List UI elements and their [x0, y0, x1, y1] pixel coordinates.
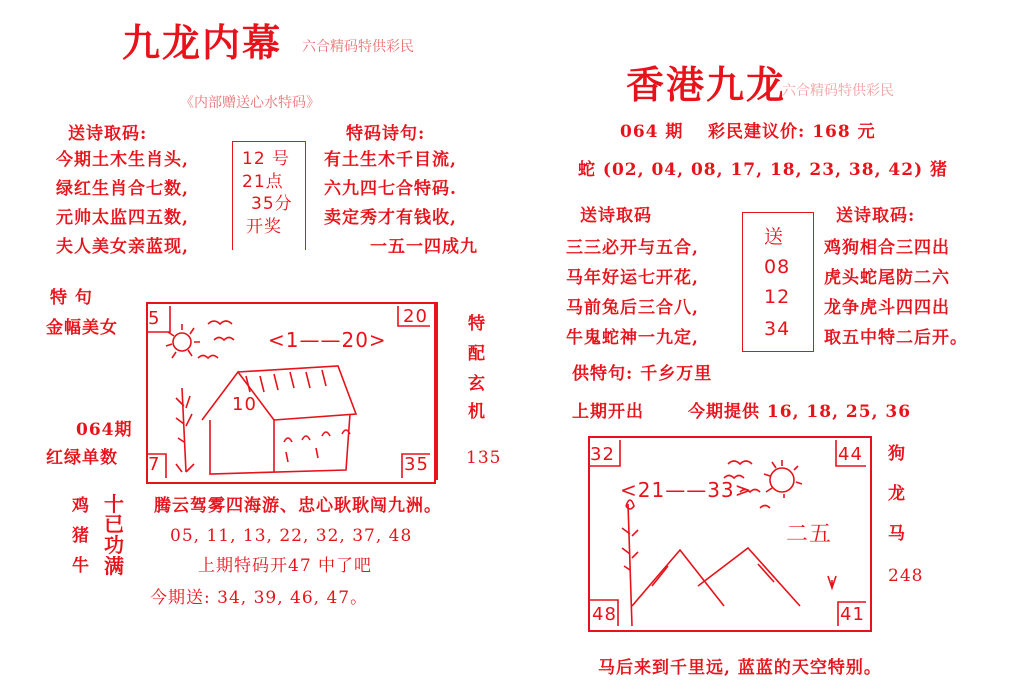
left-side-vertical: 特 — [468, 314, 486, 334]
time-box-line: 35分 — [251, 194, 293, 214]
te-ju-value: 金幅美女 — [46, 318, 118, 338]
right-poem-line: 牛鬼蛇神一九定, — [566, 328, 699, 348]
right-poem-line: 马年好运七开花, — [566, 268, 699, 288]
idiom-char: 功 — [104, 533, 125, 557]
left-corner-bl: 7 — [148, 454, 161, 475]
right-image-number: 二五 — [786, 522, 833, 547]
te-ju-label: 特 句 — [50, 288, 93, 308]
left-title: 九龙内幕 — [122, 20, 283, 65]
left-corner-br: 35 — [404, 454, 429, 475]
right-side-vertical: 马 — [888, 524, 906, 544]
right-issue: 064 期 — [620, 122, 684, 142]
animal-label: 牛 — [72, 556, 90, 576]
time-box-line: 21点 — [242, 172, 284, 192]
left-corner-tl: 5 — [148, 308, 161, 329]
left-poem-line: 夫人美女亲蓝现, — [56, 237, 189, 257]
left-subtitle: 六合精码特供彩民 — [302, 39, 414, 55]
left-corner-tr: 20 — [403, 306, 428, 327]
right-poem-line: 龙争虎斗四四出 — [824, 298, 950, 318]
right-bottom-verse: 马后来到千里远, 蓝蓝的天空特别。 — [598, 658, 882, 678]
left-tagline: 《内部赠送心水特码》 — [180, 95, 320, 111]
send-box-line: 34 — [764, 318, 791, 340]
left-verse: 腾云驾雾四海游、忠心耿耿闯九洲。 — [154, 496, 442, 516]
left-special-line: 六九四七合特码. — [324, 179, 457, 199]
send-box-line: 送 — [764, 226, 785, 248]
right-side-number: 248 — [888, 566, 924, 586]
left-side-vertical: 机 — [468, 402, 486, 422]
left-side-vertical: 玄 — [468, 374, 486, 394]
right-corner-bl: 48 — [592, 604, 617, 625]
left-special-header: 特码诗句: — [346, 124, 426, 144]
left-image-range: <1——20> — [268, 328, 387, 352]
idiom-char: 十 — [104, 492, 125, 516]
right-poem-line: 取五中特二后开。 — [824, 328, 968, 348]
left-frame-right-line — [436, 302, 438, 480]
left-special-line: 有土生木千目流, — [324, 150, 457, 170]
left-numbers: 05, 11, 13, 22, 32, 37, 48 — [170, 526, 413, 546]
right-price: 彩民建议价: 168 元 — [708, 122, 876, 142]
right-corner-tr: 44 — [838, 444, 863, 465]
right-poem-line: 三三必开与五合, — [566, 238, 699, 258]
animal-label: 猪 — [72, 526, 90, 546]
left-side-number: 135 — [466, 448, 502, 468]
right-poem-line: 马前兔后三合八, — [566, 298, 699, 318]
left-last-issue: 上期特码开47 中了吧 — [198, 556, 373, 576]
left-poem-line: 绿红生肖合七数, — [56, 179, 189, 199]
right-poem-header-right: 送诗取码: — [836, 206, 916, 226]
left-side-vertical: 配 — [468, 344, 486, 364]
right-corner-br: 41 — [840, 604, 865, 625]
right-poem-header-left: 送诗取码 — [580, 206, 652, 226]
right-sequence: 蛇 (02, 04, 08, 17, 18, 23, 38, 42) 猪 — [578, 160, 949, 180]
right-last-label: 上期开出 — [572, 402, 644, 422]
left-poem-header: 送诗取码: — [68, 124, 148, 144]
right-special-phrase: 供特句: 千乡万里 — [572, 364, 713, 384]
left-issue: 064期 — [76, 420, 133, 440]
right-poem-line: 鸡狗相合三四出 — [824, 238, 950, 258]
right-subtitle: 六合精码特供彩民 — [782, 83, 894, 99]
right-side-vertical: 龙 — [888, 484, 906, 504]
time-box-line: 开奖 — [246, 217, 282, 237]
left-special-line: 一五一四成九 — [370, 237, 478, 257]
idiom-char: 满 — [104, 554, 125, 578]
right-title: 香港九龙 — [626, 62, 787, 107]
send-box-line: 08 — [764, 256, 791, 278]
left-issue-label: 红绿单数 — [46, 448, 118, 468]
right-poem-line: 虎头蛇尾防二六 — [824, 268, 950, 288]
right-landscape-drawing — [588, 436, 868, 628]
left-image-number: 10 — [232, 394, 257, 415]
time-box-line: 12 号 — [242, 149, 291, 169]
left-poem-line: 元帅太监四五数, — [56, 208, 189, 228]
animal-label: 鸡 — [72, 496, 90, 516]
send-box-line: 12 — [764, 286, 791, 308]
left-house-drawing — [146, 302, 432, 480]
right-side-vertical: 狗 — [888, 444, 906, 464]
left-poem-line: 今期土木生肖头, — [56, 150, 189, 170]
right-corner-tl: 32 — [590, 444, 615, 465]
idiom-char: 已 — [104, 512, 125, 536]
left-this-issue: 今期送: 34, 39, 46, 47。 — [150, 588, 369, 608]
right-this-provide: 今期提供 16, 18, 25, 36 — [688, 402, 912, 422]
right-image-range: <21——33> — [620, 478, 753, 502]
left-special-line: 卖定秀才有钱收, — [324, 208, 457, 228]
